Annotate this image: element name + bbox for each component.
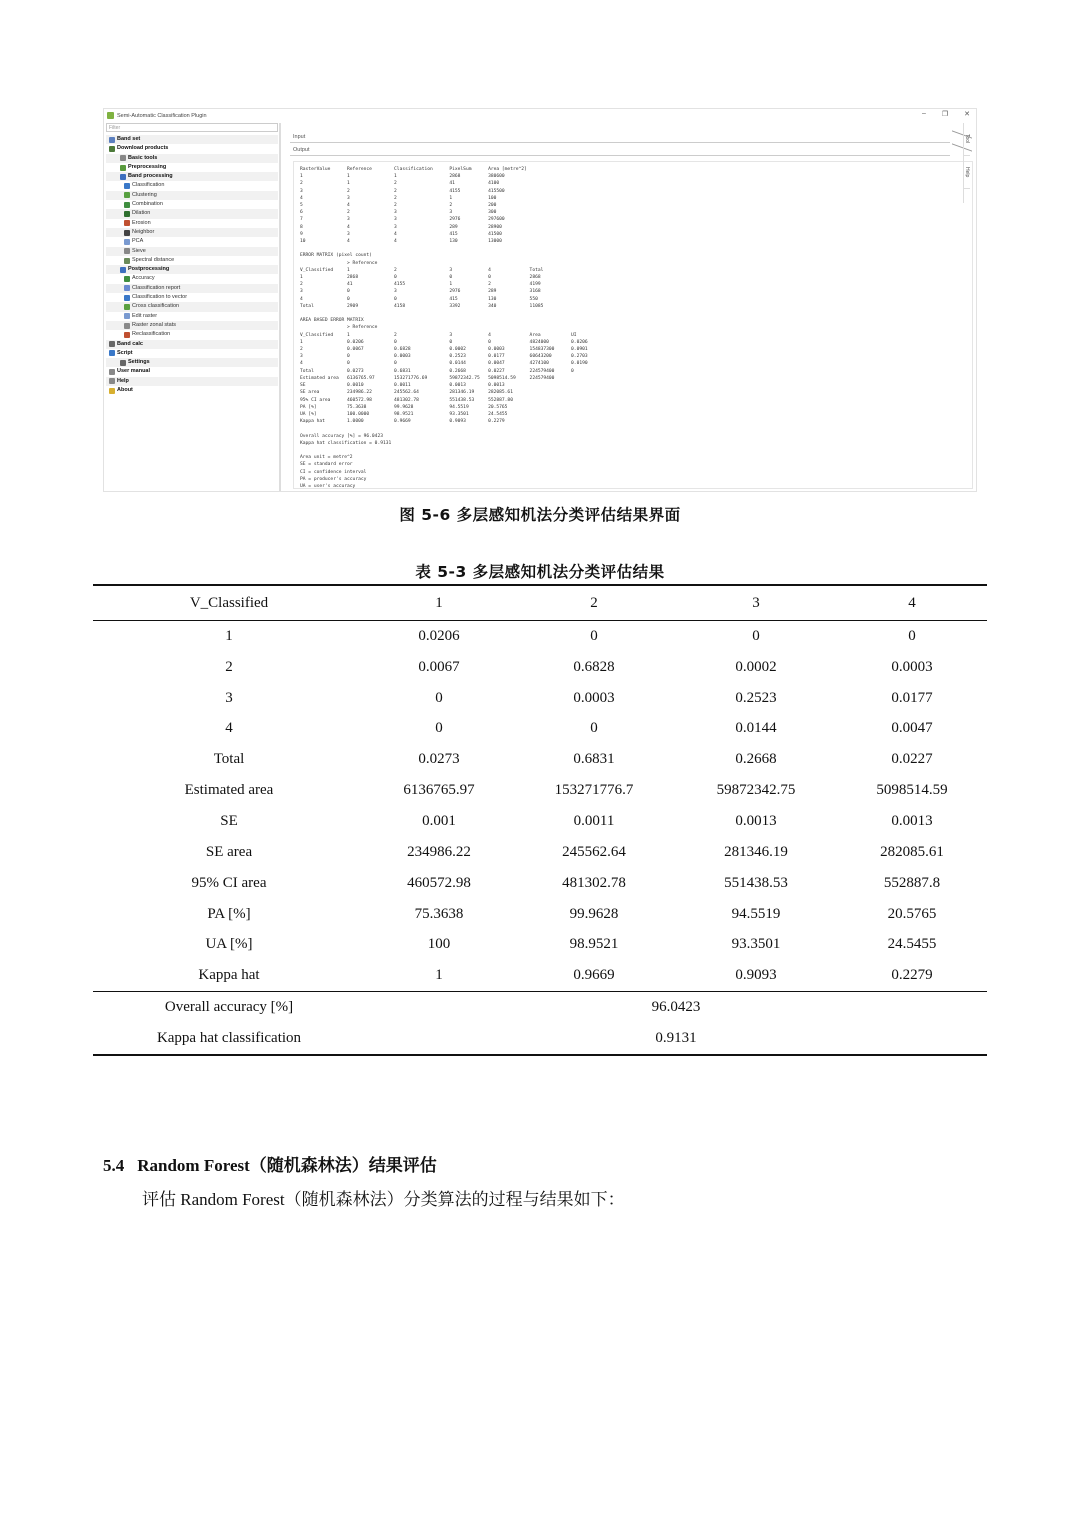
value-cell: 0.0013: [891, 812, 933, 829]
report-output: [293, 161, 973, 489]
row-label-cell: SE area: [205, 843, 253, 860]
table-row: [93, 868, 987, 899]
tree-item-label: Sieve: [132, 247, 146, 254]
value-cell: 460572.98: [407, 874, 471, 891]
tool-icon: [120, 174, 126, 180]
table-row: [93, 744, 987, 775]
value-cell: 481302.78: [562, 874, 626, 891]
value-cell: 0.0003: [573, 689, 615, 706]
close-icon[interactable]: ✕: [964, 111, 970, 118]
summary-label-cell: Kappa hat classification: [93, 1023, 365, 1055]
value-cell: 75.3638: [414, 905, 464, 922]
value-cell: 0.0177: [891, 689, 933, 706]
input-field[interactable]: [290, 131, 950, 143]
value-cell: 282085.61: [880, 843, 944, 860]
plugin-screenshot: [103, 108, 977, 492]
tree-item-label: Band processing: [128, 173, 173, 180]
tree-item-label: Clustering: [132, 191, 157, 198]
summary-row: [93, 1023, 987, 1055]
section-heading: [103, 1151, 437, 1176]
tree-item-label: Help: [117, 377, 129, 384]
value-cell: 0.9669: [573, 967, 615, 984]
value-cell: 0.0144: [735, 720, 777, 737]
row-label-cell: Total: [213, 751, 245, 768]
tree-item[interactable]: [106, 321, 278, 330]
tree-item[interactable]: [106, 219, 278, 228]
side-tab-help[interactable]: Help: [964, 156, 970, 189]
value-cell: 5098514.59: [876, 782, 948, 799]
tool-icon: [124, 220, 130, 226]
value-cell: 0.0003: [891, 658, 933, 675]
table-row: [93, 683, 987, 714]
tool-tree: [106, 135, 278, 491]
tree-item[interactable]: [106, 163, 278, 172]
tree-item[interactable]: [106, 358, 278, 367]
value-cell: 0.0206: [418, 627, 460, 644]
summary-row: [93, 992, 987, 1023]
value-cell: 0.6828: [573, 658, 615, 675]
tree-item-label: Erosion: [132, 219, 151, 226]
value-cell: 98.9521: [569, 936, 619, 953]
tree-item-label: Classification: [132, 182, 165, 189]
plugin-icon: [107, 112, 114, 119]
table-row: [93, 652, 987, 683]
value-cell: 0.9093: [735, 967, 777, 984]
tool-icon: [124, 230, 130, 236]
tree-item-label: Combination: [132, 201, 163, 208]
tree-item[interactable]: [106, 209, 278, 218]
table-row: [93, 775, 987, 806]
value-cell: 24.5455: [887, 936, 937, 953]
tree-item-label: Spectral distance: [132, 256, 175, 263]
summary-value-cell: 96.0423: [365, 992, 987, 1023]
tree-item[interactable]: [106, 312, 278, 321]
value-cell: 6136765.97: [403, 782, 475, 799]
tool-icon: [120, 360, 126, 366]
row-label-cell: Estimated area: [184, 782, 274, 799]
tree-item[interactable]: [106, 302, 278, 311]
tree-item[interactable]: [106, 191, 278, 200]
tree-item-label: Download products: [117, 145, 169, 152]
tree-item-label: User manual: [117, 368, 151, 375]
tool-icon: [120, 155, 126, 161]
tool-icon: [124, 332, 130, 338]
side-tabs: [963, 123, 976, 203]
tree-item-label: Band set: [117, 136, 141, 142]
value-cell: 281346.19: [724, 843, 788, 860]
table-body: [93, 621, 987, 992]
tree-item[interactable]: [106, 135, 278, 144]
tool-icon: [109, 350, 115, 356]
header-cell: 4: [837, 585, 987, 621]
input-label: Input: [293, 134, 306, 140]
tool-icon: [124, 295, 130, 301]
tree-item-label: Edit raster: [132, 312, 158, 319]
tree-item[interactable]: [106, 367, 278, 376]
tool-icon: [124, 323, 130, 329]
tool-icon: [124, 248, 130, 254]
section-title: Random Forest（随机森林法）结果评估: [137, 1156, 437, 1175]
tree-item-label: Neighbor: [132, 228, 155, 235]
tool-icon: [124, 304, 130, 310]
accuracy-table: [93, 584, 987, 1056]
window-controls: [922, 110, 970, 118]
row-label-cell: 3: [225, 689, 233, 706]
value-cell: 99.9628: [569, 905, 619, 922]
value-cell: 0: [590, 627, 598, 644]
table-row: [93, 929, 987, 960]
value-cell: 59872342.75: [716, 782, 796, 799]
tool-icon: [109, 146, 115, 152]
value-cell: 0.0227: [891, 751, 933, 768]
tree-item[interactable]: [106, 237, 278, 246]
tree-item[interactable]: [106, 154, 278, 163]
section-paragraph: 评估 Random Forest（随机森林法）分类算法的过程与结果如下：: [142, 1190, 625, 1209]
row-label-cell: PA [%]: [207, 905, 251, 922]
value-cell: 0.0067: [418, 658, 460, 675]
header-cell: V_Classified: [93, 585, 365, 621]
value-cell: 0.2668: [735, 751, 777, 768]
table-caption: 表 5-3 多层感知机法分类评估结果: [415, 563, 665, 581]
value-cell: 0: [435, 720, 443, 737]
value-cell: 552887.8: [883, 874, 941, 891]
value-cell: 0.6831: [573, 751, 615, 768]
tree-item-label: Raster zonal stats: [132, 321, 177, 328]
tool-icon: [124, 211, 130, 217]
tree-item-label: Band calc: [117, 340, 143, 347]
tree-item-label: Accuracy: [132, 275, 155, 282]
row-label-cell: 2: [225, 658, 233, 675]
tool-icon: [124, 276, 130, 282]
tree-item-label: Script: [117, 349, 133, 356]
tree-item[interactable]: [106, 172, 278, 181]
value-cell: 94.5519: [731, 905, 781, 922]
figure-caption: 图 5-6 多层感知机法分类评估结果界面: [399, 506, 681, 524]
tree-item-label: Reclassification: [132, 331, 171, 338]
restore-icon[interactable]: ❐: [941, 111, 949, 118]
minimize-icon[interactable]: –: [921, 110, 926, 117]
tool-icon: [124, 258, 130, 264]
value-cell: 0.001: [422, 812, 456, 829]
value-cell: 20.5765: [887, 905, 937, 922]
table-row: [93, 806, 987, 837]
tree-item[interactable]: [106, 377, 278, 386]
value-cell: 0.0002: [735, 658, 777, 675]
tree-item[interactable]: [106, 340, 278, 349]
row-label-cell: Kappa hat: [198, 967, 260, 984]
tree-item-label: Preprocessing: [128, 163, 167, 170]
value-cell: 100: [427, 936, 451, 953]
tool-icon: [120, 267, 126, 273]
tool-icon: [109, 388, 115, 394]
value-cell: 0.0047: [891, 720, 933, 737]
table-header-row: [93, 585, 987, 621]
filter-input[interactable]: Filter: [106, 123, 278, 132]
tool-icon: [109, 341, 115, 347]
header-cell: 2: [513, 585, 675, 621]
value-cell: 234986.22: [407, 843, 471, 860]
row-label-cell: UA [%]: [205, 936, 253, 953]
tree-item[interactable]: [106, 181, 278, 190]
value-cell: 0: [590, 720, 598, 737]
tool-icon: [109, 137, 115, 143]
tool-icon: [124, 239, 130, 245]
tree-item[interactable]: [106, 284, 278, 293]
summary-value-cell: 0.9131: [365, 1023, 987, 1055]
tool-icon: [120, 165, 126, 171]
table-summary: [93, 992, 987, 1055]
header-cell: 1: [365, 585, 513, 621]
value-cell: 0: [908, 627, 916, 644]
value-cell: 0.0273: [418, 751, 460, 768]
table-row: [93, 837, 987, 868]
tree-item[interactable]: [106, 265, 278, 274]
tree-item-label: Classification report: [132, 284, 181, 291]
tree-item[interactable]: [106, 330, 278, 339]
tool-icon: [124, 183, 130, 189]
tree-item-label: Dilation: [132, 210, 151, 217]
table-row: [93, 621, 987, 652]
report-text: RasterValue Reference Classification PixelSum Area [metre^2] 1 1 1 2868 380600 2 1 2 41 4100 3 2 2 4155 415500 4 3 2 1 100 5 4 2 2 200 6 2 3 3 300 7 3 3 2976 297600 8 4 3 289 28900 9 3 4 415 41500 10 4 4 130 13000 ERROR MATRIX (pixel count) > Reference V_Classified 1 2 3 4 Total 1 2868 0 0 0 2868 2 41 4155 1 2 4199 3 0 3 2976 289 3168 4 0 0 415 130 550 Total 2909 4158 3392 340 11085 AREA BASED ERROR MATRIX > Reference V_Classified 1 2 3 4 Area UI 1 0.0206 0 0 0 4824000 0.0206 2 0.0067 0.6828 0.0002 0.0003 154837300 0.0901 3 0 0.0003 0.2523 0.0177 60643200 0.2703 4 0 0 0.0144 0.0047 4274100 0.0190 Total 0.0273 0.6831 0.2668 0.0227 224579400 0 Estimated area 6136765.97 153271776.69 59872342.75 5098514.59 224579400 SE 0.0010 0.0011 0.0013 0.0013 SE area 234986.22 245562.64 281346.19 282085.61 95% CI area 460572.98 481302.78 551438.53 552887.80 PA [%] 75.3638 99.9628 94.5519 20.5765 UA [%] 100.0000 98.9521 93.3501 24.5455 Kappa hat 1.0000 0.9669 0.9093 0.2279 Overall accuracy [%] = 96.0423 Kappa hat classification = 0.9131 Area unit = metre^2 SE = standard error CI = confidence interval PA = producer's accuracy UA = user's accuracy: [300, 167, 588, 489]
row-label-cell: 4: [225, 720, 233, 737]
header-cell: 3: [675, 585, 837, 621]
tree-item-label: Basic tools: [128, 154, 158, 161]
value-cell: 245562.64: [562, 843, 626, 860]
row-label-cell: SE: [220, 812, 238, 829]
tree-item[interactable]: [106, 274, 278, 283]
tree-item-label: About: [117, 387, 133, 394]
tool-icon: [109, 369, 115, 375]
tree-item[interactable]: [106, 144, 278, 153]
value-cell: 0: [435, 689, 443, 706]
tree-item-label: PCA: [132, 238, 144, 245]
tree-item[interactable]: [106, 247, 278, 256]
window-titlebar: [104, 109, 976, 122]
table-row: [93, 714, 987, 745]
tree-item[interactable]: [106, 386, 278, 395]
value-cell: 153271776.7: [554, 782, 634, 799]
tool-icon: [109, 378, 115, 384]
panel-splitter[interactable]: [279, 123, 281, 492]
tree-item[interactable]: [106, 200, 278, 209]
value-cell: 0.2279: [891, 967, 933, 984]
side-tab-tool[interactable]: Tool: [964, 123, 970, 156]
value-cell: 93.3501: [731, 936, 781, 953]
value-cell: 0.0013: [735, 812, 777, 829]
value-cell: 0.2523: [735, 689, 777, 706]
value-cell: 551438.53: [724, 874, 788, 891]
tree-item[interactable]: [106, 228, 278, 237]
tool-icon: [124, 192, 130, 198]
window-title: Semi-Automatic Classification Plugin: [117, 112, 207, 119]
row-label-cell: 95% CI area: [191, 874, 267, 891]
row-label-cell: 1: [225, 627, 233, 644]
table-row: [93, 960, 987, 991]
value-cell: 1: [435, 967, 443, 984]
value-cell: 0.0011: [573, 812, 615, 829]
tree-item[interactable]: [106, 256, 278, 265]
output-field[interactable]: [290, 144, 950, 156]
tree-item[interactable]: [106, 293, 278, 302]
tree-item-label: Settings: [128, 359, 150, 366]
summary-label-cell: Overall accuracy [%]: [93, 992, 365, 1023]
tree-item-label: Classification to vector: [132, 294, 188, 301]
output-label: Output: [293, 147, 310, 153]
value-cell: 0: [752, 627, 760, 644]
tree-item-label: Cross classification: [132, 303, 180, 310]
section-number: 5.4: [103, 1156, 125, 1175]
tool-icon: [124, 313, 130, 319]
tool-icon: [124, 202, 130, 208]
tree-item[interactable]: [106, 349, 278, 358]
tool-icon: [124, 285, 130, 291]
table-row: [93, 899, 987, 930]
tree-item-label: Postprocessing: [128, 266, 170, 273]
